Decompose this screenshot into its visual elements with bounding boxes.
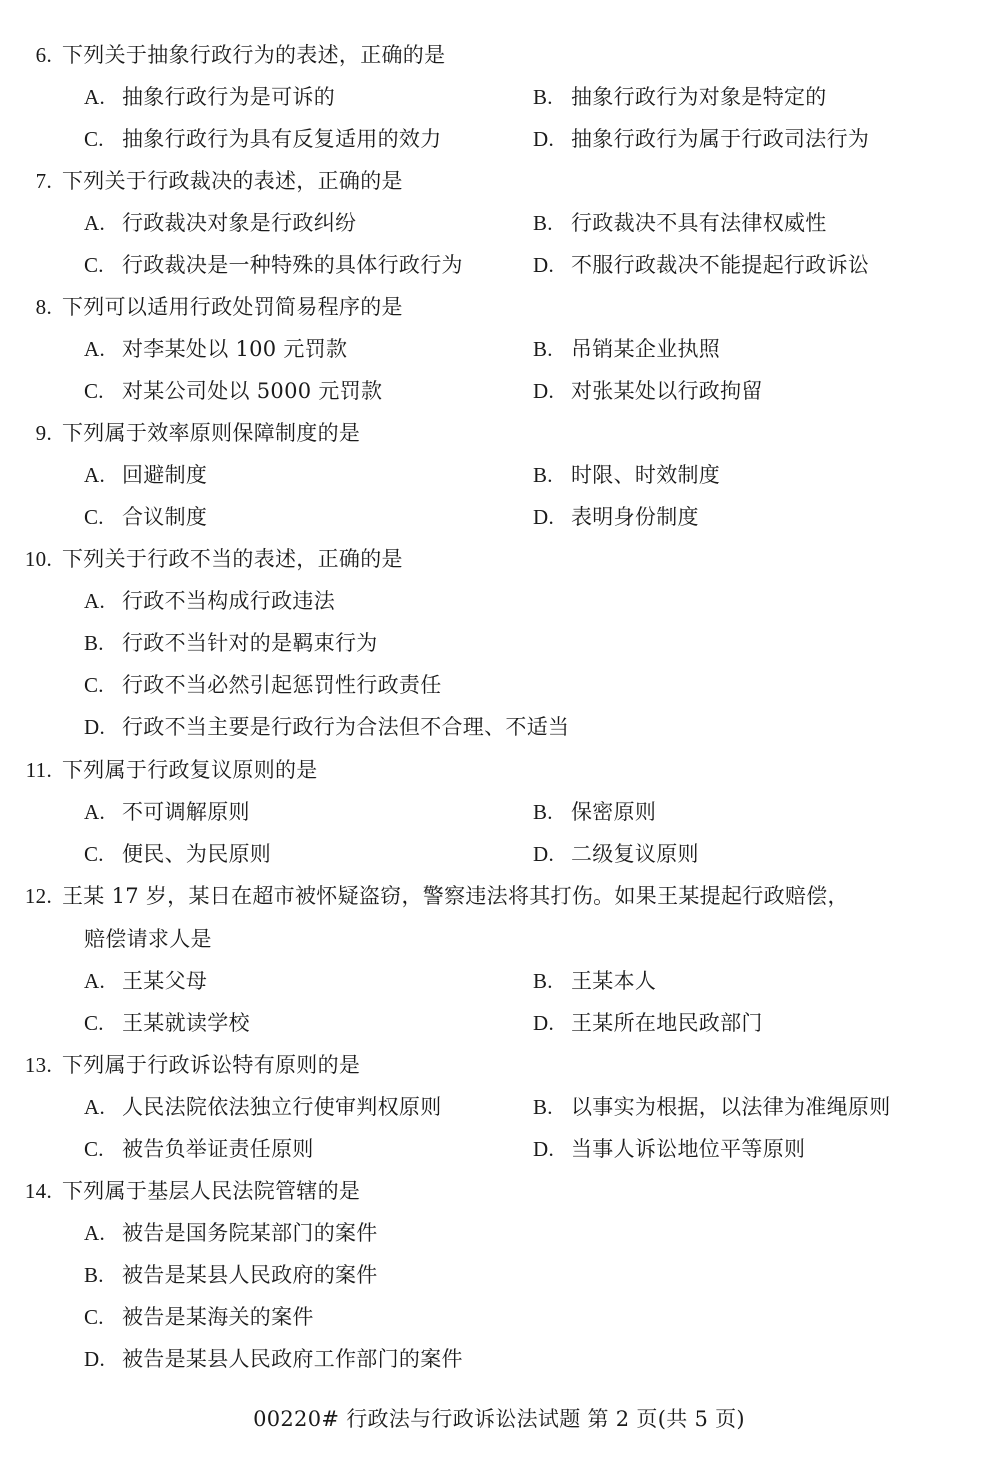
option-letter: D.	[533, 253, 555, 277]
option-letter: B.	[533, 85, 553, 109]
option-c	[84, 376, 382, 406]
option-letter: A.	[84, 337, 106, 361]
option-letter: D.	[533, 1011, 555, 1035]
question-text: 下列关于行政裁决的表述，正确的是	[62, 169, 403, 193]
option-b	[533, 334, 720, 364]
option-text: 对某公司处以 5000 元罚款	[122, 379, 383, 403]
option-text: 行政裁决是一种特殊的具体行政行为	[122, 253, 463, 277]
question-text: 下列关于行政不当的表述，正确的是	[62, 547, 403, 571]
option-c	[84, 839, 271, 869]
option-letter: A.	[84, 800, 106, 824]
option-letter: B.	[533, 800, 553, 824]
option-letter: B.	[533, 337, 553, 361]
option-text: 被告是某县人民政府的案件	[122, 1263, 378, 1287]
option-letter: D.	[84, 715, 106, 739]
question-number: 7.	[35, 169, 52, 193]
option-c	[84, 124, 442, 154]
option-letter: D.	[533, 1137, 555, 1161]
question-text: 下列关于抽象行政行为的表述，正确的是	[62, 43, 446, 67]
question-number: 12.	[24, 884, 52, 908]
option-letter: C.	[84, 1137, 104, 1161]
option-a	[84, 586, 335, 616]
option-text: 当事人诉讼地位平等原则	[571, 1137, 806, 1161]
option-letter: A.	[84, 969, 106, 993]
option-letter: B.	[533, 211, 553, 235]
question-number: 9.	[35, 421, 52, 445]
question-stem	[10, 544, 403, 574]
question-text: 下列属于基层人民法院管辖的是	[62, 1179, 361, 1203]
question-text: 下列属于行政复议原则的是	[62, 758, 318, 782]
option-c	[84, 670, 442, 700]
option-text: 不服行政裁决不能提起行政诉讼	[571, 253, 870, 277]
option-text: 不可调解原则	[122, 800, 250, 824]
page-footer: 00220# 行政法与行政诉讼法试题 第 2 页(共 5 页)	[253, 1407, 745, 1431]
option-text: 被告是某海关的案件	[122, 1305, 314, 1329]
option-letter: A.	[84, 211, 106, 235]
question-text: 下列属于行政诉讼特有原则的是	[62, 1053, 361, 1077]
question-text: 赔偿请求人是	[84, 927, 212, 951]
option-letter: A.	[84, 85, 106, 109]
question-text: 王某 17 岁，某日在超市被怀疑盗窃，警察违法将其打伤。如果王某提起行政赔偿，	[62, 884, 849, 908]
option-b	[533, 82, 827, 112]
option-text: 王某所在地民政部门	[571, 1011, 763, 1035]
question-stem	[10, 292, 403, 322]
option-text: 抽象行政行为是可诉的	[122, 85, 335, 109]
option-letter: B.	[84, 631, 104, 655]
option-text: 人民法院依法独立行使审判权原则	[122, 1095, 442, 1119]
option-letter: A.	[84, 1221, 106, 1245]
option-text: 行政不当必然引起惩罚性行政责任	[122, 673, 442, 697]
option-text: 对张某处以行政拘留	[571, 379, 763, 403]
option-text: 时限、时效制度	[571, 463, 721, 487]
option-c	[84, 1008, 250, 1038]
option-d	[533, 502, 699, 532]
option-a	[84, 82, 335, 112]
option-text: 回避制度	[122, 463, 208, 487]
option-letter: D.	[533, 379, 555, 403]
option-a	[84, 1218, 378, 1248]
question-stem	[10, 755, 318, 785]
option-text: 行政不当构成行政违法	[122, 589, 335, 613]
option-b	[84, 628, 378, 658]
option-text: 抽象行政行为属于行政司法行为	[571, 127, 870, 151]
option-letter: A.	[84, 1095, 106, 1119]
option-c	[84, 250, 463, 280]
option-b	[533, 460, 720, 490]
option-letter: C.	[84, 1011, 104, 1035]
option-d	[533, 376, 763, 406]
option-text: 被告负举证责任原则	[122, 1137, 314, 1161]
option-letter: C.	[84, 379, 104, 403]
option-d	[533, 1008, 763, 1038]
option-text: 王某本人	[571, 969, 657, 993]
option-a	[84, 797, 250, 827]
option-a	[84, 208, 356, 238]
question-text: 下列属于效率原则保障制度的是	[62, 421, 361, 445]
option-text: 以事实为根据，以法律为准绳原则	[571, 1095, 891, 1119]
option-c	[84, 1302, 314, 1332]
option-letter: B.	[533, 463, 553, 487]
option-letter: D.	[533, 505, 555, 529]
option-a	[84, 334, 347, 364]
option-letter: C.	[84, 673, 104, 697]
option-b	[533, 208, 827, 238]
question-number: 10.	[24, 547, 52, 571]
option-text: 吊销某企业执照	[571, 337, 721, 361]
option-text: 行政裁决不具有法律权威性	[571, 211, 827, 235]
question-number: 6.	[35, 43, 52, 67]
option-letter: A.	[84, 463, 106, 487]
option-text: 抽象行政行为具有反复适用的效力	[122, 127, 442, 151]
option-text: 二级复议原则	[571, 842, 699, 866]
option-text: 便民、为民原则	[122, 842, 272, 866]
option-text: 抽象行政行为对象是特定的	[571, 85, 827, 109]
option-text: 行政不当主要是行政行为合法但不合理、不适当	[122, 715, 570, 739]
question-text: 下列可以适用行政处罚简易程序的是	[62, 295, 403, 319]
option-b	[533, 797, 656, 827]
option-c	[84, 502, 207, 532]
option-b	[533, 1092, 891, 1122]
question-number: 8.	[35, 295, 52, 319]
option-letter: C.	[84, 1305, 104, 1329]
option-a	[84, 460, 207, 490]
option-letter: D.	[533, 127, 555, 151]
option-d	[533, 1134, 805, 1164]
question-stem	[10, 1176, 360, 1206]
question-stem	[10, 1050, 360, 1080]
option-text: 被告是某县人民政府工作部门的案件	[122, 1347, 463, 1371]
option-d	[84, 1344, 463, 1374]
option-letter: C.	[84, 842, 104, 866]
option-text: 行政裁决对象是行政纠纷	[122, 211, 357, 235]
option-b	[84, 1260, 378, 1290]
option-d	[533, 124, 869, 154]
question-number: 11.	[25, 758, 52, 782]
option-letter: C.	[84, 505, 104, 529]
option-text: 行政不当针对的是羁束行为	[122, 631, 378, 655]
option-text: 王某就读学校	[122, 1011, 250, 1035]
option-text: 保密原则	[571, 800, 657, 824]
option-letter: C.	[84, 127, 104, 151]
option-letter: B.	[533, 1095, 553, 1119]
question-stem	[10, 881, 849, 911]
option-d	[533, 839, 699, 869]
option-letter: C.	[84, 253, 104, 277]
question-number: 14.	[24, 1179, 52, 1203]
option-text: 合议制度	[122, 505, 208, 529]
option-a	[84, 1092, 442, 1122]
question-number: 13.	[24, 1053, 52, 1077]
option-b	[533, 966, 656, 996]
option-letter: B.	[533, 969, 553, 993]
option-letter: B.	[84, 1263, 104, 1287]
option-a	[84, 966, 207, 996]
question-stem	[10, 40, 445, 70]
option-letter: A.	[84, 589, 106, 613]
option-text: 对李某处以 100 元罚款	[122, 337, 348, 361]
option-letter: D.	[84, 1347, 106, 1371]
option-c	[84, 1134, 314, 1164]
option-text: 被告是国务院某部门的案件	[122, 1221, 378, 1245]
option-d	[533, 250, 869, 280]
option-d	[84, 712, 569, 742]
option-letter: D.	[533, 842, 555, 866]
option-text: 表明身份制度	[571, 505, 699, 529]
question-stem	[10, 418, 360, 448]
question-stem	[10, 166, 403, 196]
question-stem-continuation	[84, 924, 212, 954]
option-text: 王某父母	[122, 969, 208, 993]
